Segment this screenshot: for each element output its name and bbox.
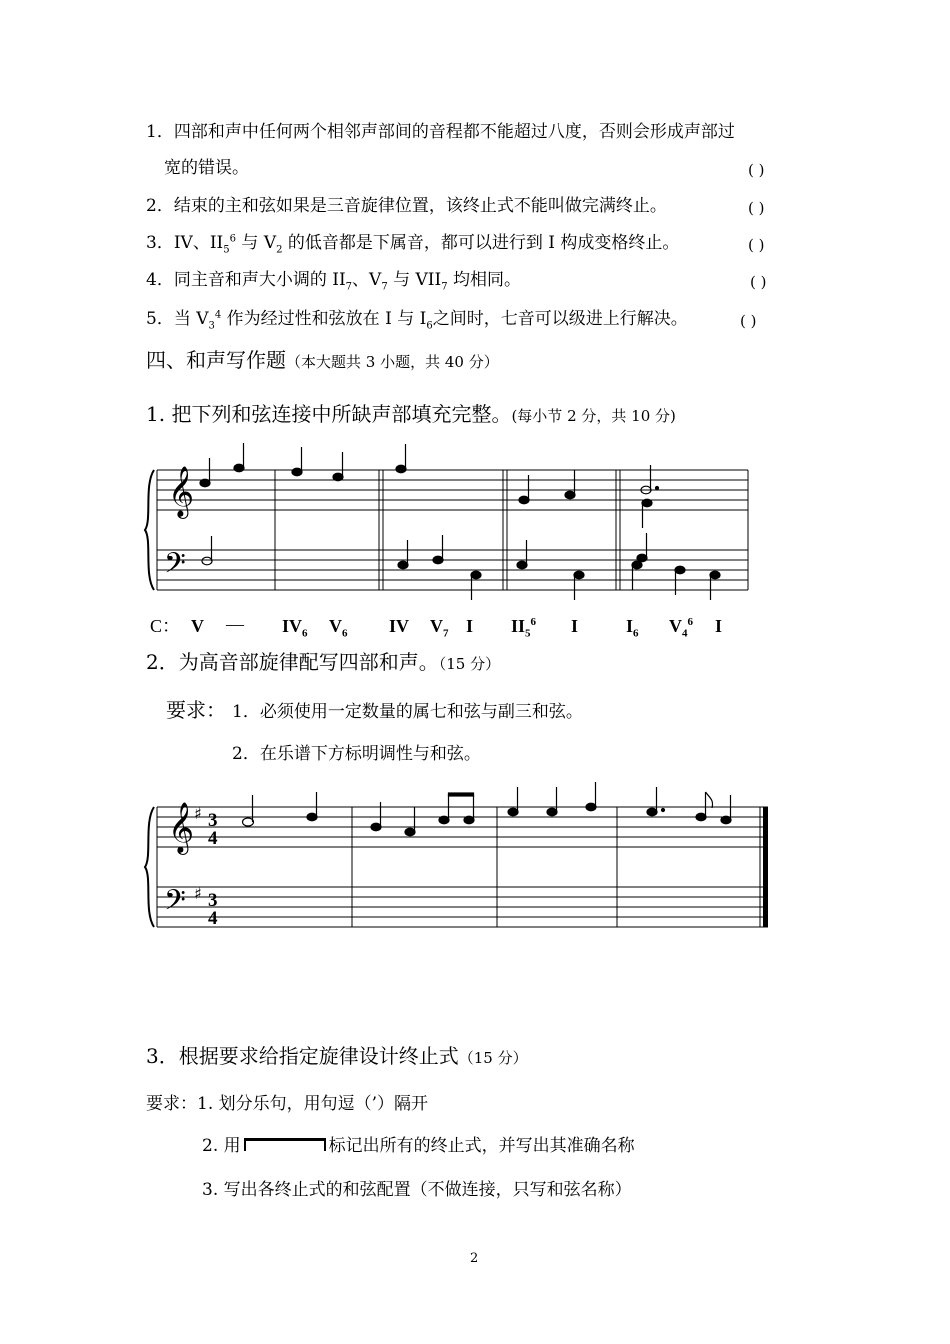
question-2-requirement-2: 2．在乐谱下方标明调性与和弦。 [232, 744, 481, 764]
sharp-icon: ♯ [194, 804, 202, 823]
time-signature-numerator: 3 [208, 890, 218, 911]
item-1-answer-blank[interactable]: ( ) [748, 161, 765, 179]
question-1-title: 1. 把下列和弦连接中所缺声部填充完整。(每小节 2 分，共 10 分) [146, 402, 676, 426]
bass-clef-icon: 𝄢 [164, 884, 186, 924]
chord-label: V [191, 616, 204, 636]
question-2-requirement-label: 要求： [166, 698, 226, 722]
question-2-title: 2．为高音部旋律配写四部和声。（15 分） [146, 650, 501, 674]
item-1-line1: 1．四部和声中任何两个相邻声部间的音程都不能超过八度，否则会形成声部过 [146, 122, 735, 142]
chord-label: $II_5^6$ [511, 616, 537, 640]
cadence-bracket-icon [244, 1138, 326, 1151]
item-5: 5．当 $V_3^4$ 作为经过性和弦放在 I 与 $I_6$之间时，七音可以级进上行解决。 [146, 309, 688, 332]
question-1-score [142, 440, 752, 612]
chord-label: — [226, 614, 244, 634]
question-2-score [142, 782, 770, 942]
chord-label: I [715, 616, 723, 636]
chord-label: I [571, 616, 579, 636]
time-signature [208, 810, 218, 929]
item-1-line2: 宽的错误。 [164, 158, 249, 178]
question-3-requirement-2: 2. 用 标记出所有的终止式，并写出其准确名称 [202, 1136, 635, 1156]
chord-label: $I_6$ [626, 616, 639, 640]
item-3: 3．IV、$II_5^6$ 与 $V_2$ 的低音都是下属音，都可以进行到 I 构成变格终止。 [146, 233, 680, 256]
question-3-requirement-3: 3. 写出各终止式的和弦配置（不做连接，只写和弦名称） [202, 1180, 632, 1200]
section-four-heading: 四、和声写作题（本大题共 3 小题，共 40 分） [146, 348, 499, 372]
item-5-answer-blank[interactable]: ( ) [740, 312, 757, 330]
item-3-answer-blank[interactable]: ( ) [748, 236, 765, 254]
item-4: 4．同主音和声大小调的 $II_7$、$V_7$ 与 $VII_7$ 均相同。 [146, 270, 522, 293]
item-4-answer-blank[interactable]: ( ) [750, 273, 767, 291]
chord-label: I [466, 616, 474, 636]
treble-clef-icon: 𝄞 [168, 466, 195, 517]
question-3-requirements: 要求：1. 划分乐句，用句逗（’）隔开 [146, 1094, 429, 1114]
time-signature-denominator: 4 [208, 908, 218, 929]
question-3-title: 3．根据要求给指定旋律设计终止式（15 分） [146, 1044, 528, 1068]
bass-clef-icon: 𝄢 [164, 547, 186, 587]
time-signature-denominator: 4 [208, 828, 218, 849]
item-2-answer-blank[interactable]: ( ) [748, 199, 765, 217]
item-2: 2．结束的主和弦如果是三音旋律位置，该终止式不能叫做完满终止。 [146, 196, 667, 216]
chord-label: IV [389, 616, 410, 636]
question-2-requirement-1: 1．必须使用一定数量的属七和弦与副三和弦。 [232, 702, 583, 722]
page-number: 2 [470, 1251, 479, 1266]
time-signature-numerator: 3 [208, 810, 218, 831]
chord-label: $IV_6$ [282, 616, 308, 640]
key-label: C： [150, 616, 181, 636]
sharp-icon: ♯ [194, 884, 202, 903]
treble-clef-icon: 𝄞 [168, 802, 195, 853]
chord-label: $V_7$ [430, 616, 449, 640]
chord-label: $V_4^6$ [669, 616, 693, 640]
chord-label: $V_6$ [329, 616, 348, 640]
